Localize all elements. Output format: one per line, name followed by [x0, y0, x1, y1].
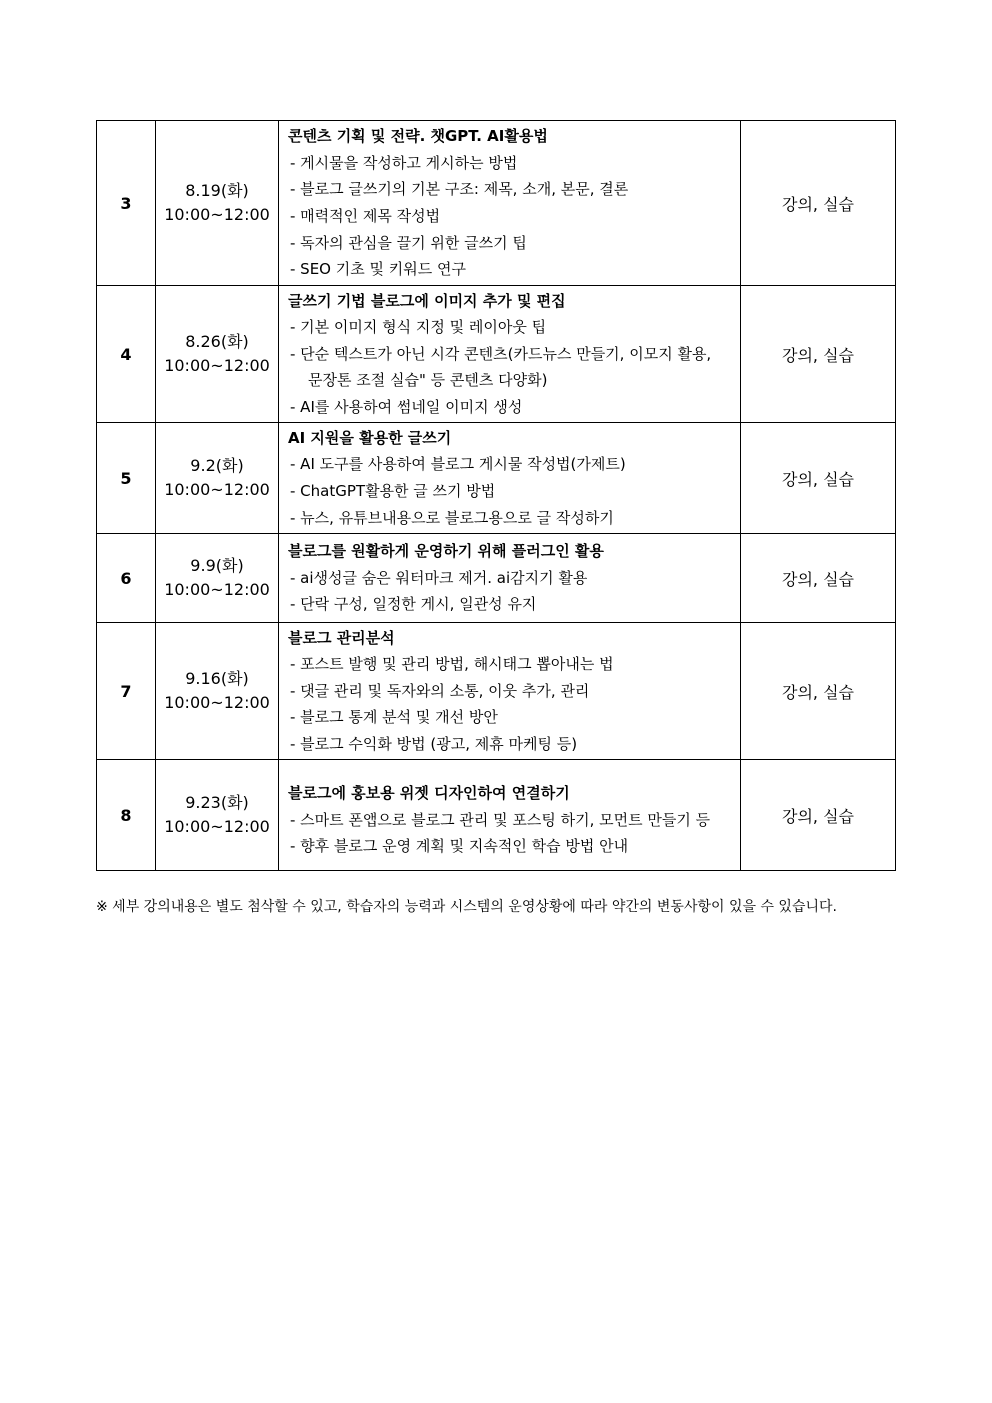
session-method: 강의, 실습: [741, 121, 896, 286]
session-item: - 향후 블로그 운영 계획 및 지속적인 학습 방법 안내: [290, 837, 629, 856]
session-method: 강의, 실습: [741, 623, 896, 760]
table-row: [97, 423, 896, 534]
session-datetime: [156, 286, 279, 423]
session-datetime: [156, 423, 279, 534]
table-row: [97, 286, 896, 423]
session-item: - 뉴스, 유튜브내용으로 블로그용으로 글 작성하기: [290, 508, 614, 527]
session-time: 10:00~12:00: [164, 480, 270, 499]
session-title: 콘텐츠 기획 및 전략. 챗GPT. AI활용법: [288, 127, 548, 146]
session-method: 강의, 실습: [741, 760, 896, 871]
session-item: 문장톤 조절 실습" 등 콘텐츠 다양화): [308, 371, 548, 390]
session-date: 9.16(화): [185, 669, 249, 688]
session-item: - ChatGPT활용한 글 쓰기 방법: [290, 482, 496, 500]
session-number: 5: [97, 423, 156, 534]
session-content: [279, 623, 741, 760]
session-content: [279, 423, 741, 534]
session-number: 8: [97, 760, 156, 871]
session-datetime: [156, 623, 279, 760]
session-item: - 블로그 수익화 방법 (광고, 제휴 마케팅 등): [290, 734, 578, 753]
session-content: [279, 121, 741, 286]
session-datetime: [156, 760, 279, 871]
session-content: [279, 286, 741, 423]
session-item: - SEO 기초 및 키워드 연구: [290, 260, 466, 279]
session-title: 글쓰기 기법 블로그에 이미지 추가 및 편집: [288, 291, 566, 310]
session-number: 7: [97, 623, 156, 760]
session-date: 9.9(화): [190, 556, 244, 575]
session-item: - 매력적인 제목 작성법: [290, 207, 441, 225]
session-date: 8.26(화): [185, 332, 249, 351]
table-row: [97, 760, 896, 871]
footnote: ※ 세부 강의내용은 별도 첨삭할 수 있고, 학습자의 능력과 시스템의 운영상황에 따라 약간의 변동사항이 있을 수 있습니다.: [96, 899, 837, 915]
session-method: 강의, 실습: [741, 534, 896, 623]
session-number: 3: [97, 121, 156, 286]
session-content: [279, 760, 741, 871]
session-date: 9.23(화): [185, 793, 249, 812]
session-datetime: [156, 534, 279, 623]
session-datetime: [156, 121, 279, 286]
session-item: - ai생성글 숨은 워터마크 제거. ai감지기 활용: [290, 568, 588, 587]
session-date: 9.2(화): [190, 456, 244, 475]
session-date: 8.19(화): [185, 181, 249, 200]
session-method: 강의, 실습: [741, 423, 896, 534]
session-item: - 블로그 통계 분석 및 개선 방안: [290, 708, 498, 727]
session-item: - 댓글 관리 및 독자와의 소통, 이웃 추가, 관리: [290, 681, 590, 700]
session-title: 블로그를 원활하게 운영하기 위해 플러그인 활용: [288, 542, 604, 561]
session-time: 10:00~12:00: [164, 205, 270, 224]
table-row: [97, 121, 896, 286]
session-item: - 스마트 폰앱으로 블로그 관리 및 포스팅 하기, 모먼트 만들기 등: [290, 810, 711, 829]
session-content: [279, 534, 741, 623]
session-item: - 단순 텍스트가 아닌 시각 콘텐츠(카드뉴스 만들기, 이모지 활용,: [290, 344, 712, 363]
session-title: 블로그에 홍보용 위젯 디자인하여 연결하기: [288, 784, 570, 803]
session-item: - 블로그 글쓰기의 기본 구조: 제목, 소개, 본문, 결론: [290, 180, 629, 199]
schedule-table: [96, 120, 896, 871]
session-title: 블로그 관리분석: [288, 628, 395, 647]
table-row: [97, 623, 896, 760]
session-item: - 기본 이미지 형식 지정 및 레이아웃 팁: [290, 318, 547, 337]
session-method: 강의, 실습: [741, 286, 896, 423]
session-item: - 단락 구성, 일정한 게시, 일관성 유지: [290, 595, 537, 614]
session-title: AI 지원을 활용한 글쓰기: [288, 428, 452, 447]
session-time: 10:00~12:00: [164, 356, 270, 375]
session-number: 6: [97, 534, 156, 623]
session-number: 4: [97, 286, 156, 423]
table-row: [97, 534, 896, 623]
session-time: 10:00~12:00: [164, 580, 270, 599]
session-item: - AI를 사용하여 썸네일 이미지 생성: [290, 397, 523, 416]
session-time: 10:00~12:00: [164, 693, 270, 712]
session-time: 10:00~12:00: [164, 817, 270, 836]
session-item: - AI 도구를 사용하여 블로그 게시물 작성법(가제트): [290, 455, 626, 474]
session-item: - 게시물을 작성하고 게시하는 방법: [290, 153, 518, 172]
session-item: - 독자의 관심을 끌기 위한 글쓰기 팁: [290, 233, 527, 252]
session-item: - 포스트 발행 및 관리 방법, 해시태그 뽑아내는 법: [290, 655, 614, 674]
